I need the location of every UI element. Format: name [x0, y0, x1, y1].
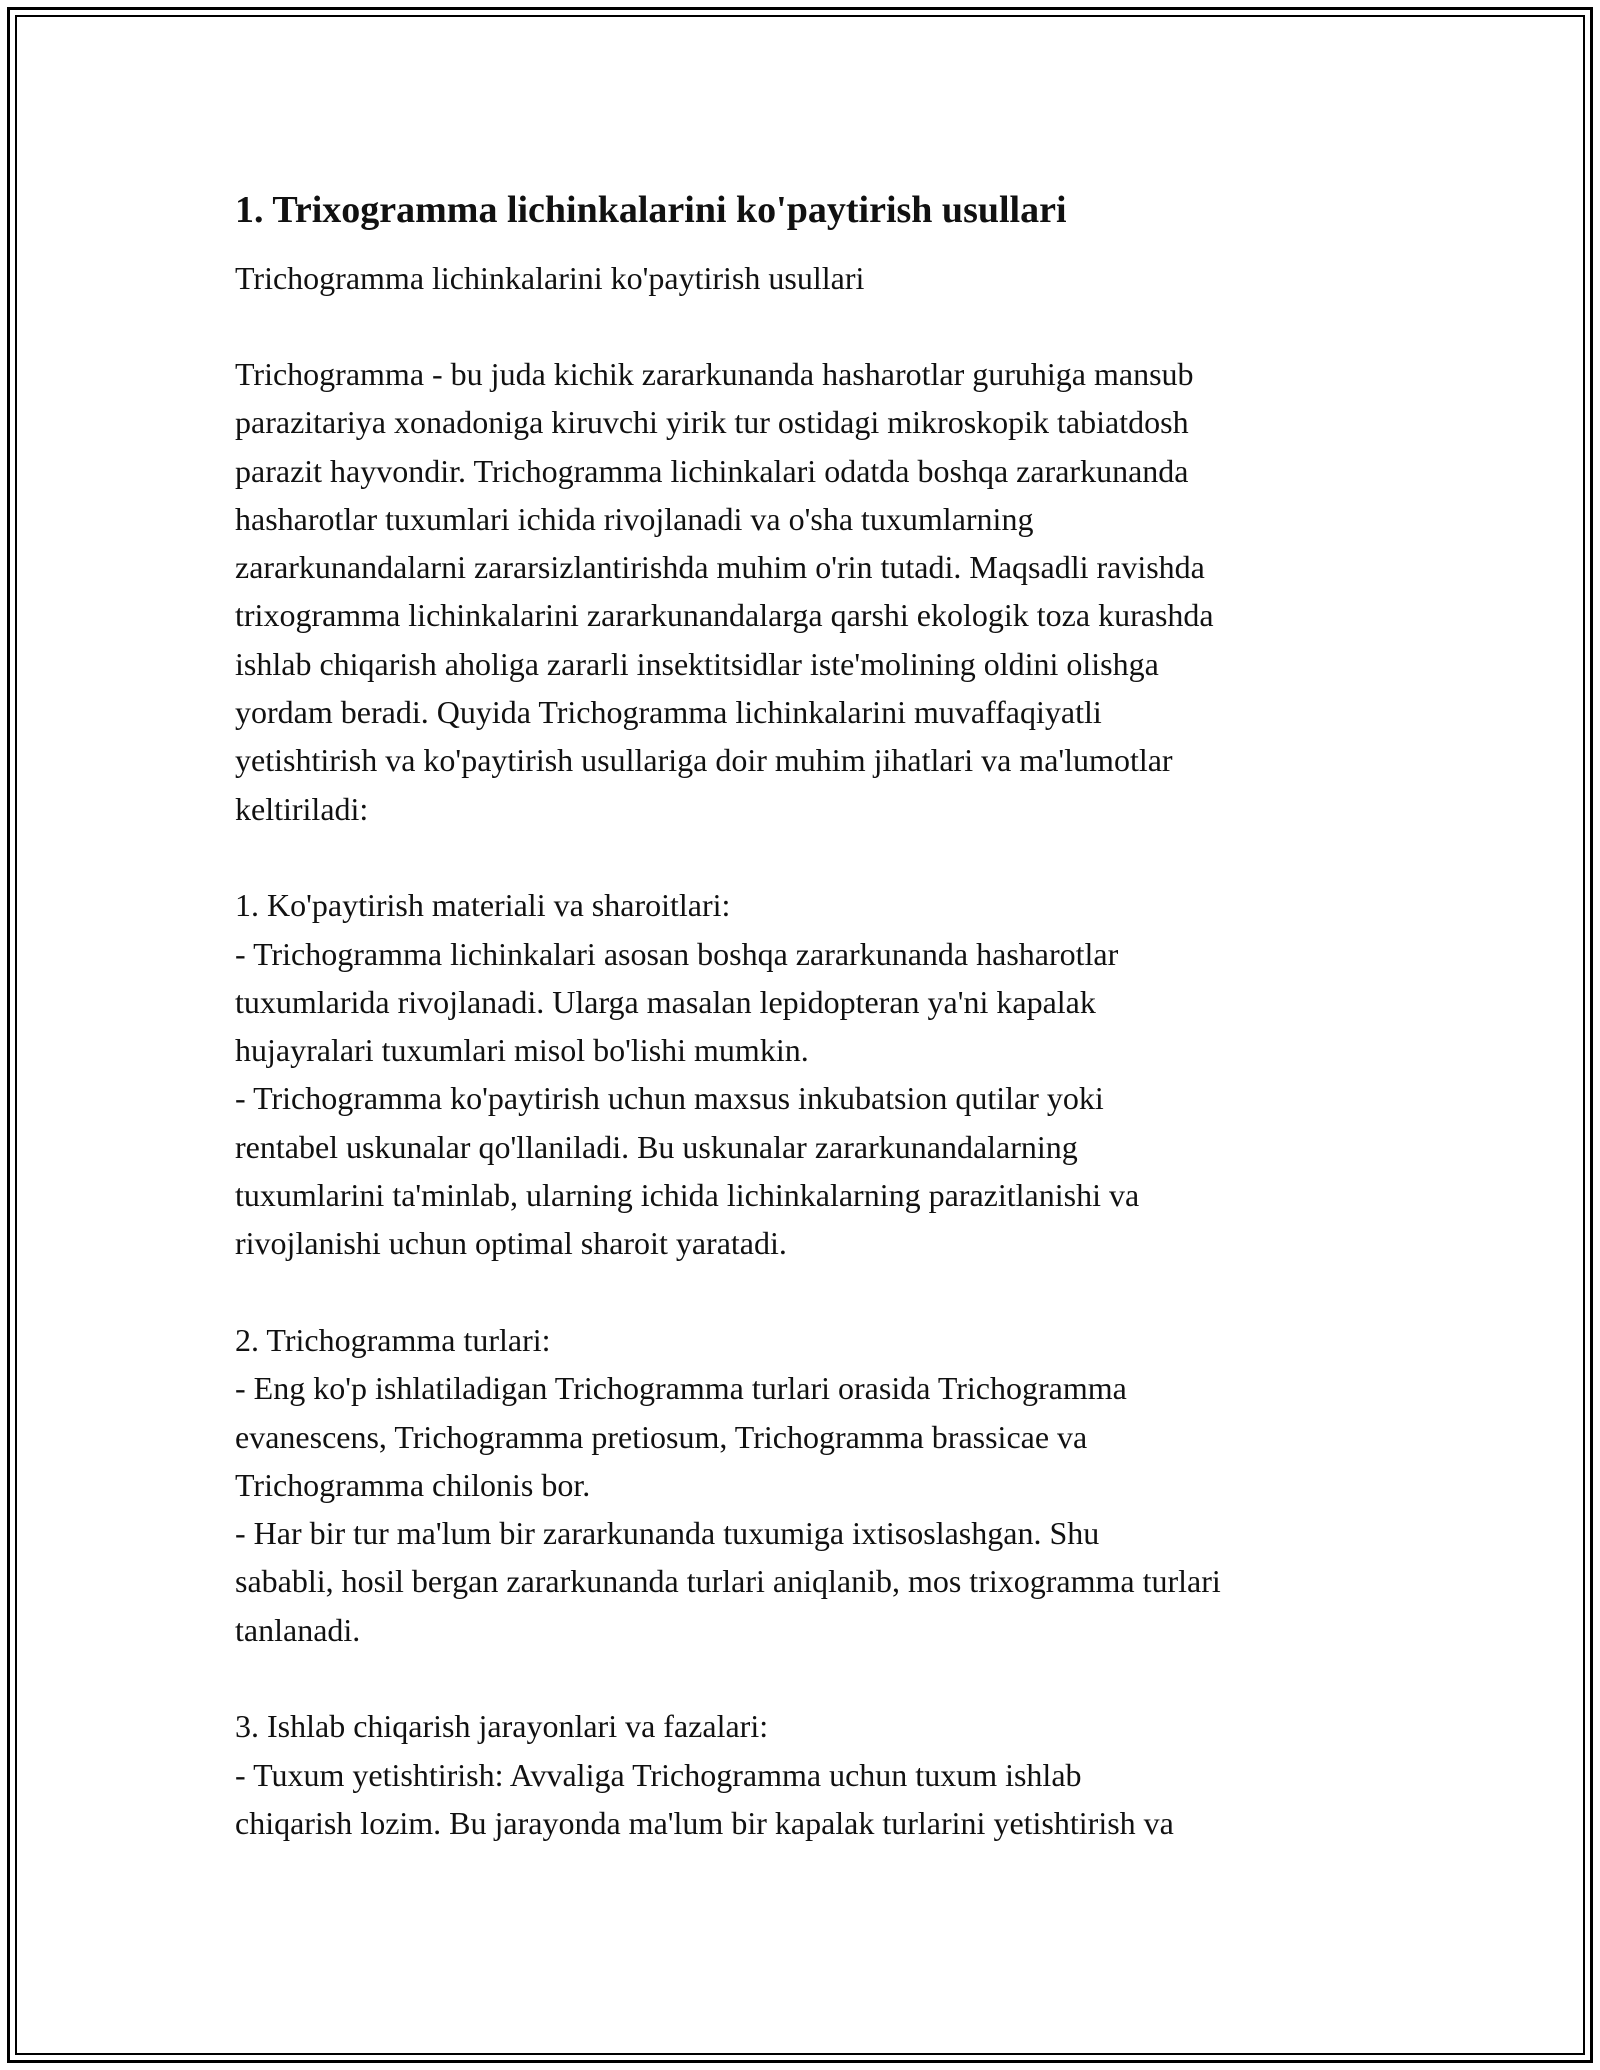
document-title: 1. Trixogramma lichinkalarini ko'paytirish usullari — [235, 189, 1067, 231]
document-body: Trichogramma - bu juda kichik zararkunanda hasharotlar guruhiga mansub parazitariya xonadoniga kiruvchi yirik tur ostidagi mikroskopik tabiatdosh parazit hayvondir. Trichogramma lichinkalari odatda boshqa zararkunanda hasharotlar tuxumlari ichida rivojlanadi va o'sha tuxumlarning zararkunandalarni zararsizlantirishda muhim o'rin tutadi. Maqsadli ravishda trixogramma lichinkalarini zararkunandalarga qarshi ekologik toza kurashda ishlab chiqarish aholiga zararli insektitsidlar iste'molining oldini olishga yordam beradi. Quyida Trichogramma lichinkalarini muvaffaqiyatli yetishtirish va ko'paytirish usullariga doir muhim jihatlari va ma'lumotlar keltiriladi: 1. Ko'paytirish materiali va sharoitlari: - Trichogramma lichinkalari asosan boshqa zararkunanda hasharotlar tuxumlarida rivojlanadi. Ularga masalan lepidopteran ya'ni kapalak hujayralari tuxumlari misol bo'lishi mumkin. - Trichogramma ko'paytirish uchun maxsus inkubatsion qutilar yoki rentabel uskunalar qo'llaniladi. Bu uskunalar zararkunandalarning tuxumlarini ta'minlab, ularning ichida lichinkalarning parazitlanishi va rivojlanishi uchun optimal sharoit yaratadi. 2. Trichogramma turlari: - Eng ko'p ishlatiladigan Trichogramma turlari orasida Trichogramma evanescens, Trichogramma pretiosum, Trichogramma brassicae va Trichogramma chilonis bor. - Har bir tur ma'lum bir zararkunanda tuxumiga ixtisoslashgan. Shu sababli, hosil bergan zararkunanda turlari aniqlanib, mos trixogramma turlari tanlanadi. 3. Ishlab chiqarish jarayonlari va fazalari: - Tuxum yetishtirish: Avvaliga Trichogramma uchun tuxum ishlab chiqarish lozim. Bu jarayonda ma'lum bir kapalak turlarini yetishtirish va — [235, 356, 1221, 1841]
document-subtitle: Trichogramma lichinkalarini ko'paytirish usullari — [235, 260, 865, 296]
document-content — [235, 186, 1375, 1847]
